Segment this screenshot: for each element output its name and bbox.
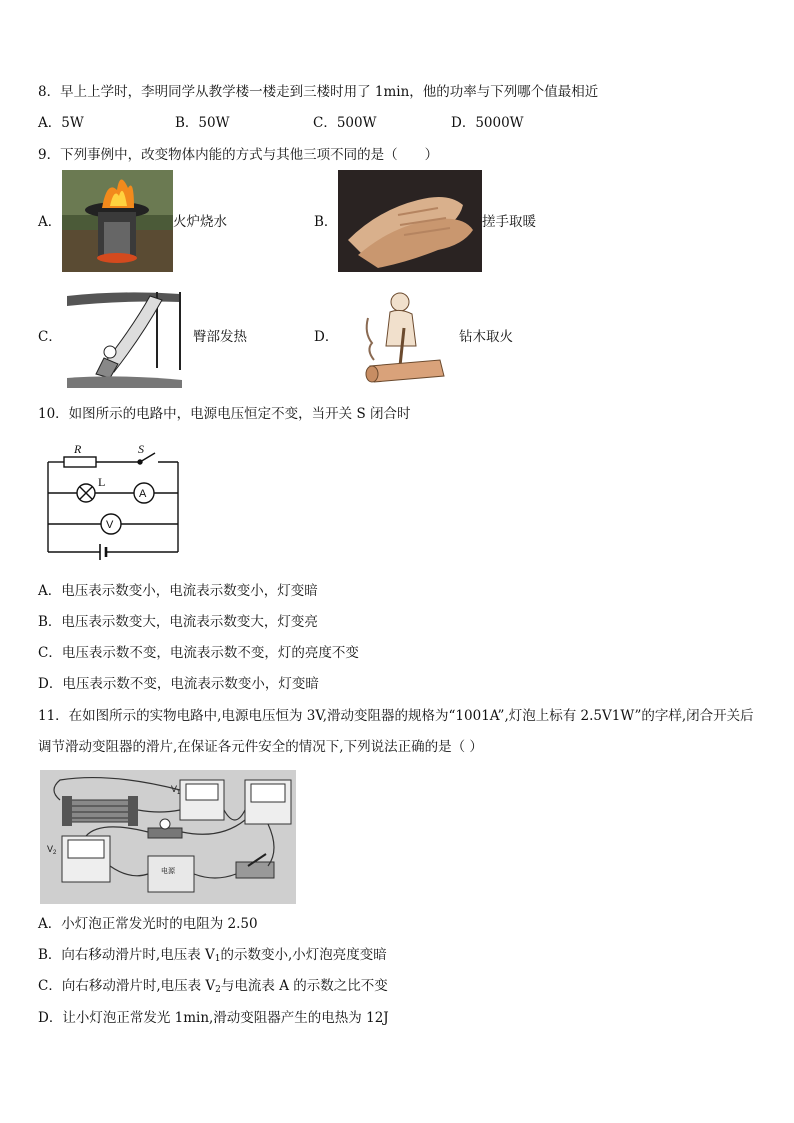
- q11-stem-line1: 11．在如图所示的实物电路中,电源电压恒为 3V,滑动变阻器的规格为“1001A”,灯泡上标有 2.5V1W”的字样,闭合开关后: [38, 708, 754, 724]
- q10-option-d: D．电压表示数不变，电流表示数变小，灯变暗: [38, 676, 319, 692]
- q9-option-b-caption: 搓手取暖: [482, 214, 536, 230]
- q10-circuit-diagram: [40, 440, 190, 565]
- q11-option-b: B．向右移动滑片时,电压表 $V_1$的示数变小,小灯泡亮度变暗: [38, 947, 387, 964]
- slide-drawing: [62, 288, 186, 388]
- q9-option-c-letter: C．: [38, 329, 62, 345]
- q8-stem: 8．早上上学时，李明同学从教学楼一楼走到三楼时用了 1min，他的功率与下列哪个值最相近: [38, 84, 599, 100]
- q9-option-d-caption: 钻木取火: [459, 329, 513, 345]
- v1-label: $V_1$: [171, 784, 181, 796]
- drill-wood-fire-drawing: [360, 288, 448, 384]
- q9-option-b-letter: B．: [314, 214, 338, 230]
- resistor-label: R: [74, 442, 82, 456]
- q9-option-a-letter: A．: [38, 214, 62, 230]
- q11-option-a: A．小灯泡正常发光时的电阻为 2.50: [38, 916, 258, 932]
- q8-option-b: B．50W: [175, 115, 230, 131]
- q10-option-a: A．电压表示数变小，电流表示数变小，灯变暗: [38, 583, 318, 599]
- fire-stove-photo: [62, 170, 173, 272]
- lamp-label: L: [98, 475, 106, 489]
- q11-option-d: D．让小灯泡正常发光 1min,滑动变阻器产生的电热为 12J: [38, 1010, 389, 1026]
- q8-option-d: D．5000W: [451, 115, 524, 131]
- voltmeter-label: V: [106, 519, 114, 531]
- v2-label: $V_2$: [47, 844, 57, 856]
- q10-option-b: B．电压表示数变大，电流表示数变大，灯变亮: [38, 614, 318, 630]
- q9-option-a-caption: 火炉烧水: [173, 214, 227, 230]
- q9-stem: 9．下列事例中，改变物体内能的方式与其他三项不同的是（ ）: [38, 147, 439, 163]
- switch-label: S: [138, 442, 144, 456]
- q9-option-d-letter: D．: [314, 329, 339, 345]
- q8-option-c: C．500W: [313, 115, 377, 131]
- q8-option-a: A．5W: [38, 115, 84, 131]
- q9-option-c-caption: 臀部发热: [193, 329, 247, 345]
- q10-option-c: C．电压表示数不变，电流表示数不变，灯的亮度不变: [38, 645, 359, 661]
- ammeter-label: A: [139, 488, 147, 500]
- rubbing-hands-photo: [338, 170, 482, 272]
- q11-option-c: C．向右移动滑片时,电压表 $V_2$与电流表 A 的示数之比不变: [38, 978, 388, 995]
- power-supply-label: 电源: [161, 867, 175, 875]
- q11-circuit-photo: [40, 770, 296, 904]
- q10-stem: 10．如图所示的电路中，电源电压恒定不变，当开关 S 闭合时: [38, 406, 411, 422]
- q11-stem-line2: 调节滑动变阻器的滑片,在保证各元件安全的情况下,下列说法正确的是（ ）: [38, 739, 483, 755]
